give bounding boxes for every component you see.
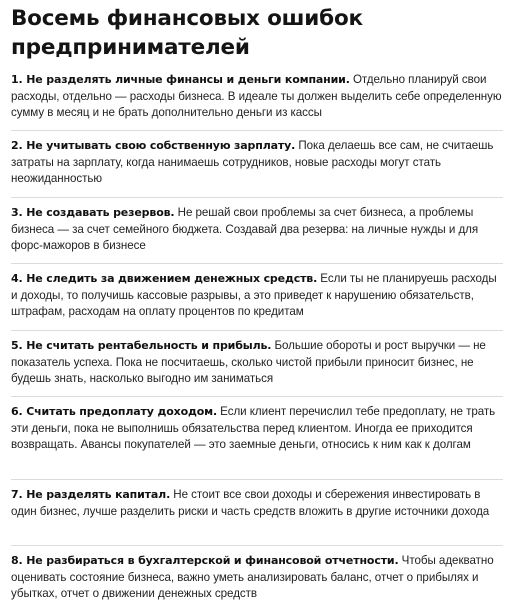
mistake-item-5: [11, 338, 503, 388]
mistake-text: Если ты не планируешь расходы и доходы, то получишь кассовые разрывы, а это приведет к нарушению обязательств, штрафам, расходам на оплату процентов по кредитам: [11, 272, 497, 319]
mistake-heading: 7. Не разделять капитал.: [11, 488, 171, 501]
mistake-text: Если клиент перечислил тебе предоплату, не трать эти деньги, пока не выполнишь обязательства перед клиентом. Иногда ее приходится возвращать. Авансы покупателей — это заемные деньги, относись к ним как к долгам: [11, 405, 496, 452]
mistake-item-3: [11, 205, 503, 255]
mistake-heading: 1. Не разделять личные финансы и деньги компании.: [11, 73, 350, 86]
mistake-heading: 4. Не следить за движением денежных средств.: [11, 272, 318, 285]
mistake-heading: 3. Не создавать резервов.: [11, 206, 175, 219]
divider: [11, 479, 503, 480]
mistake-text: Не стоит все свои доходы и сбережения инвестировать в один бизнес, лучше разделить риски и часть средств вложить в другие источники дохода: [11, 488, 490, 518]
divider: [11, 130, 503, 131]
mistake-item-6: [11, 404, 503, 454]
mistake-text: Отдельно планируй свои расходы, отдельно — расходы бизнеса. В идеале ты должен выделить себе определенную сумму в месяц и не брать дополнительно деньги из кассы: [11, 73, 502, 120]
divider: [11, 197, 503, 198]
mistake-item-2: [11, 138, 503, 188]
page-title: Восемь финансовых ошибок предпринимателей: [11, 6, 363, 60]
mistake-text: Не решай свои проблемы за счет бизнеса, а проблемы бизнеса — за счет семейного бюджета. Создавай два резерва: на личные нужды и для форс-мажоров в бизнесе: [11, 206, 479, 253]
mistake-text: Чтобы адекватно оценивать состояние бизнеса, важно уметь анализировать баланс, отчет о прибылях и убытках, отчет о движении денежных средств: [11, 554, 494, 601]
mistake-item-8: [11, 553, 503, 603]
mistake-heading: 6. Считать предоплату доходом.: [11, 405, 217, 418]
divider: [11, 396, 503, 397]
mistake-item-4: [11, 271, 503, 321]
mistake-heading: 2. Не учитывать свою собственную зарплату.: [11, 139, 296, 152]
divider: [11, 263, 503, 264]
mistake-text: Пока делаешь все сам, не считаешь затраты на зарплату, когда нанимаешь сотрудников, новые расходы могут стать неожиданностью: [11, 139, 494, 186]
mistake-item-7: [11, 487, 503, 520]
mistake-text: Большие обороты и рост выручки — не показатель успеха. Пока не посчитаешь, сколько чистой прибыли приносит бизнес, не будешь знать, насколько выгодно им заниматься: [11, 339, 486, 386]
divider: [11, 330, 503, 331]
mistake-heading: 8. Не разбираться в бухгалтерской и финансовой отчетности.: [11, 554, 399, 567]
divider: [11, 545, 503, 546]
mistake-item-1: [11, 72, 503, 122]
mistake-heading: 5. Не считать рентабельность и прибыль.: [11, 339, 272, 352]
